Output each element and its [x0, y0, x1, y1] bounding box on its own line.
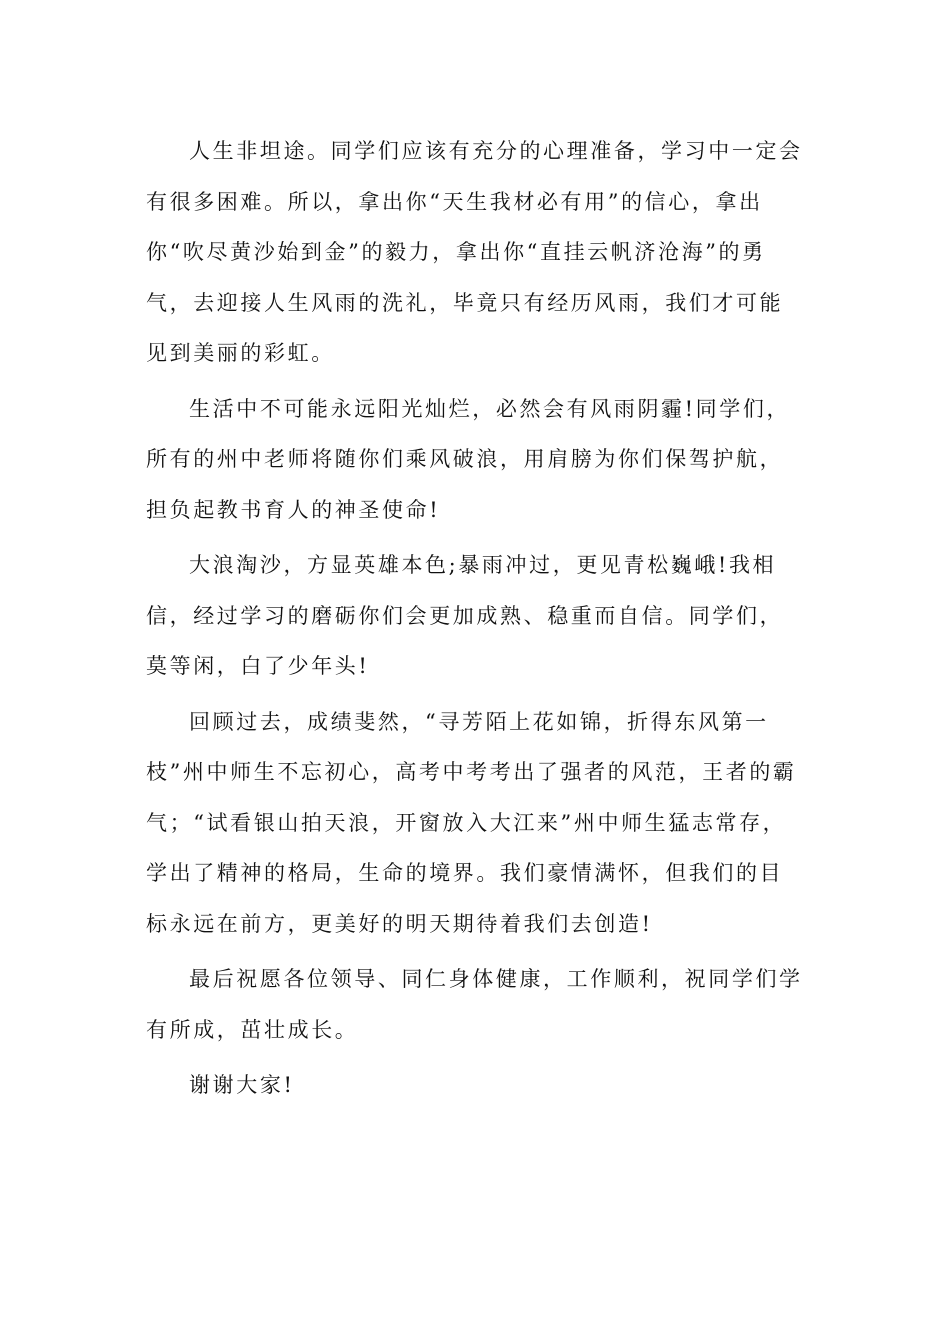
closing-thanks: 谢谢大家!: [189, 1073, 295, 1097]
paragraph-5: 最后祝愿各位领导、同仁身体健康，工作顺利，祝同学们学有所成，茁壮成长。: [146, 967, 803, 1042]
paragraph-2: 生活中不可能永远阳光灿烂，必然会有风雨阴霾!同学们，所有的州中老师将随你们乘风破浪，用肩膀为你们保驾护航，担负起教书育人的神圣使命!: [146, 396, 791, 522]
paragraph-1: 人生非坦途。同学们应该有充分的心理准备，学习中一定会有很多困难。所以，拿出你“天生我材必有用”的信心，拿出你“吹尽黄沙始到金”的毅力，拿出你“直挂云帆济沧海”的勇气，去迎接人生风雨的洗礼，毕竟只有经历风雨，我们才可能见到美丽的彩虹。: [146, 139, 803, 365]
paragraph-3: 大浪淘沙，方显英雄本色;暴雨冲过，更见青松巍峨!我相信，经过学习的磨砺你们会更加成熟、稳重而自信。同学们，莫等闲，白了少年头!: [146, 553, 784, 678]
paragraph-4: 回顾过去，成绩斐然，“寻芳陌上花如锦，折得东风第一枝”州中师生不忘初心，高考中考考出了强者的风范，王者的霸气；“试看银山拍天浪，开窗放入大江来”州中师生猛志常存，学出了精神的格局，生命的境界。我们豪情满怀，但我们的目标永远在前方，更美好的明天期待着我们去创造!: [146, 709, 797, 936]
document-page: [146, 126, 806, 1116]
